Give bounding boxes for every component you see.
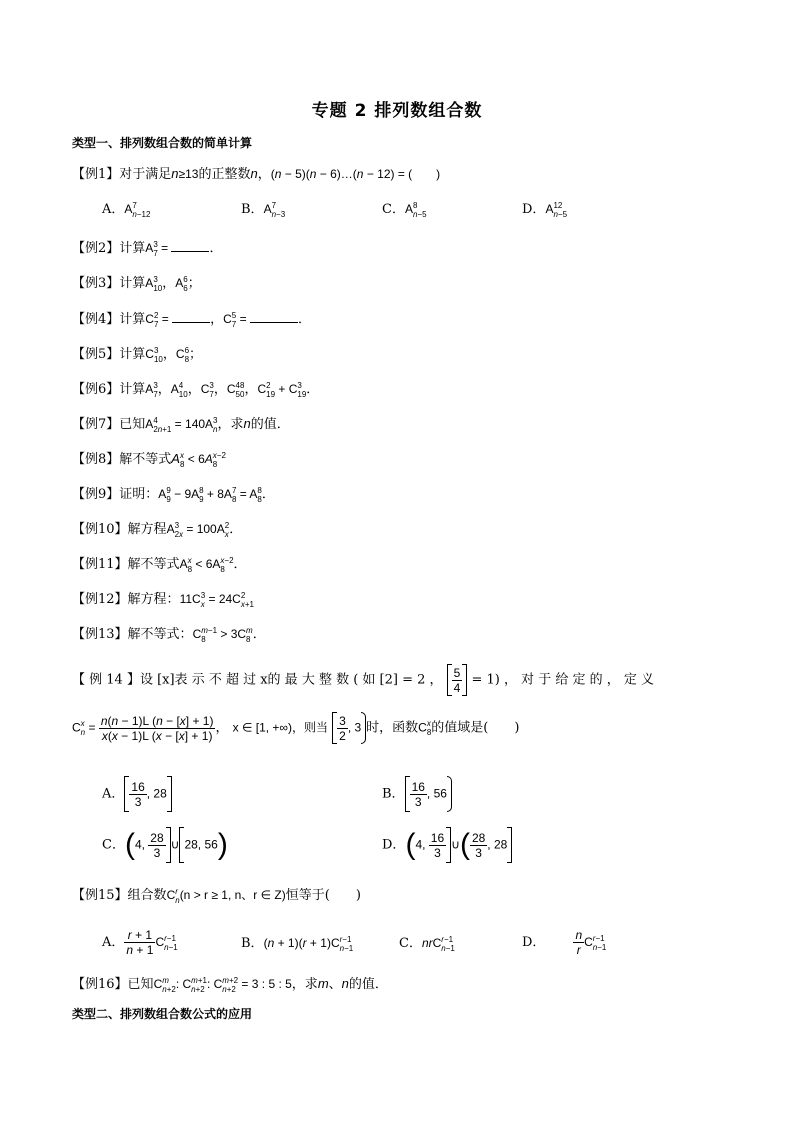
example-text: 设 [x]表 示 不 超 过 x的 最 大 整 数 ( 如 [2] = 2 ， [139,672,443,688]
page-title: 专题 2 排列数组合数 [311,101,483,121]
example-13: 【例13】解不等式：C m−1 8 > 3C m 8 ． [72,625,266,644]
example-label: 【例9】 [72,487,120,502]
var-n: n [250,166,258,181]
example-label: 【例15】 [72,888,128,903]
example-text: 解不等式 [127,557,180,572]
example-label: 【例8】 [72,452,120,467]
answer-blank[interactable] [171,241,209,252]
example-7: 【例7】已知A 4 2n+1 = 140A 3 n ，求n的值． [72,415,290,434]
example-label: 【例6】 [72,382,120,397]
example-text: 计算 [119,347,146,362]
example-14: 【 例 14 】设 [x]表 示 不 超 过 x的 最 大 整 数 ( 如 [2] = 2 ， $\frac{5}{4}$ = 1) ， 对 于 给 定 的 ， 定 义 [72,665,655,695]
example-label: 【例16】 [72,977,128,992]
example-text: 解方程 [127,522,167,537]
example-text: 计算 [119,276,146,291]
example-4: 【例4】计算C 2 7 = ，C 5 7 = ． [72,310,311,329]
option-a[interactable]: A．A 7 n−12 [102,200,151,219]
answer-blank[interactable] [172,312,210,323]
option-b[interactable]: B．(n + 1)(r + 1)C r−1 n−1 [241,934,354,953]
example-text: 证明： [119,487,159,502]
example-16: 【例16】已知C m n+2 : C m+1 n+2 : C m+2 n+2 = 3 : 5 : 5，求m、n的值． [72,975,388,994]
example-label: 【例13】 [72,627,128,642]
example-label: 【例3】 [72,276,120,291]
example-text: 计算 [119,241,146,256]
option-d[interactable]: D．A 12 n−5 [522,200,568,219]
example-label: 【例12】 [72,592,128,607]
condition: n [171,166,179,181]
example-12: 【例12】解方程：11C 3 x = 24C 2 x+1 [72,590,254,609]
example-label: 【例7】 [72,417,120,432]
example-text: 解不等式 [119,452,172,467]
option-b[interactable]: B． $\frac{16}{3}$ , 56 [382,776,452,812]
example-label: 【例2】 [72,241,120,256]
example-text: 对于满足 [119,167,172,182]
product-expression: (n − 5)(n − 6)…(n − 12) = ( ) [270,167,441,181]
section-heading-2: 类型二、排列数组合数公式的应用 [72,1007,253,1021]
example-text: 的正整数 [198,167,251,182]
example-text: 组合数 [127,888,167,903]
example-label: 【例5】 [72,347,120,362]
example-2: 【例2】计算A 3 7 = ． [72,239,223,258]
example-label: 【 例 14 】 [72,672,140,688]
example-label: 【例4】 [72,312,120,327]
condition-rel: ≥13 [178,167,199,181]
option-c[interactable]: C．A 8 n−5 [382,200,427,219]
example-text: 计算 [119,382,146,397]
example-1 [72,163,440,182]
option-c[interactable]: C．nrC r−1 n−1 [399,934,455,953]
section-heading-1: 类型一、排列数组合数的简单计算 [72,136,253,150]
example-label: 【例1】 [72,167,120,182]
option-a[interactable]: A． $\frac{16}{3}$ , 28 [102,776,172,812]
example-text: 解方程： [127,592,180,607]
example-8: 【例8】解不等式A x 8 < 6A x−2 8 [72,450,226,469]
example-5: 【例5】计算C 3 10 ，C 6 8 ； [72,345,203,364]
separator: ， [257,167,271,182]
example-label: 【例11】 [72,557,128,572]
option-d[interactable]: D． $\frac{n}{r}$ C r−1 n−1 [522,928,607,957]
answer-blank[interactable] [250,312,298,323]
option-c[interactable]: C．(4, $\frac{28}{3}$ ∪ 28, 56) [102,828,228,861]
example-text: 已知 [119,417,146,432]
example-6: 【例6】计算A 3 7 ，A 4 10 ，C 3 7 ，C 48 50 ，C 2 19 + C 3 19 ． [72,380,320,399]
example-3: 【例3】计算A 3 10 ，A 6 6 ； [72,274,201,293]
example-text: 解不等式： [127,627,193,642]
example-text: 计算 [119,312,146,327]
example-9: 【例9】证明：A 9 9 − 9A 8 9 + 8A 7 8 = A 8 8 ． [72,485,275,504]
example-text: = 1) ， 对 于 给 定 的 ， 定 义 [471,672,655,688]
example-15: 【例15】组合数C r n (n > r ≥ 1, n、r ∈ Z)恒等于( ) [72,886,361,905]
option-d[interactable]: D．(4, $\frac{16}{3}$ ∪( $\frac{28}{3}$ , 28 [382,827,512,863]
example-11: 【例11】解不等式A x 8 < 6A x−2 8 ． [72,555,247,574]
definition-fraction: $\frac{n(n - 1)L (n - [x] + 1)}{x(x - 1)L (x - [x] + 1)}$ [100,713,214,743]
example-text: 已知 [127,977,154,992]
option-a[interactable]: A． $\frac{r + 1}{n + 1}$ C r−1 n−1 [102,928,178,957]
example-10: 【例10】解方程A 3 2x = 100A 2 x ． [72,520,243,539]
option-b[interactable]: B．A 7 n−3 [241,200,286,219]
example-label: 【例10】 [72,522,128,537]
example-14-definition: C x n = $\frac{n(n - 1)L (n - [x] + 1)}{x(x - 1)L (x - [x] + 1)}$ ， x ∈ [1, +∞)，则当 $\frac{3}{2}$ , 3 时，函数C x 8 的值域是( ) [72,713,520,743]
